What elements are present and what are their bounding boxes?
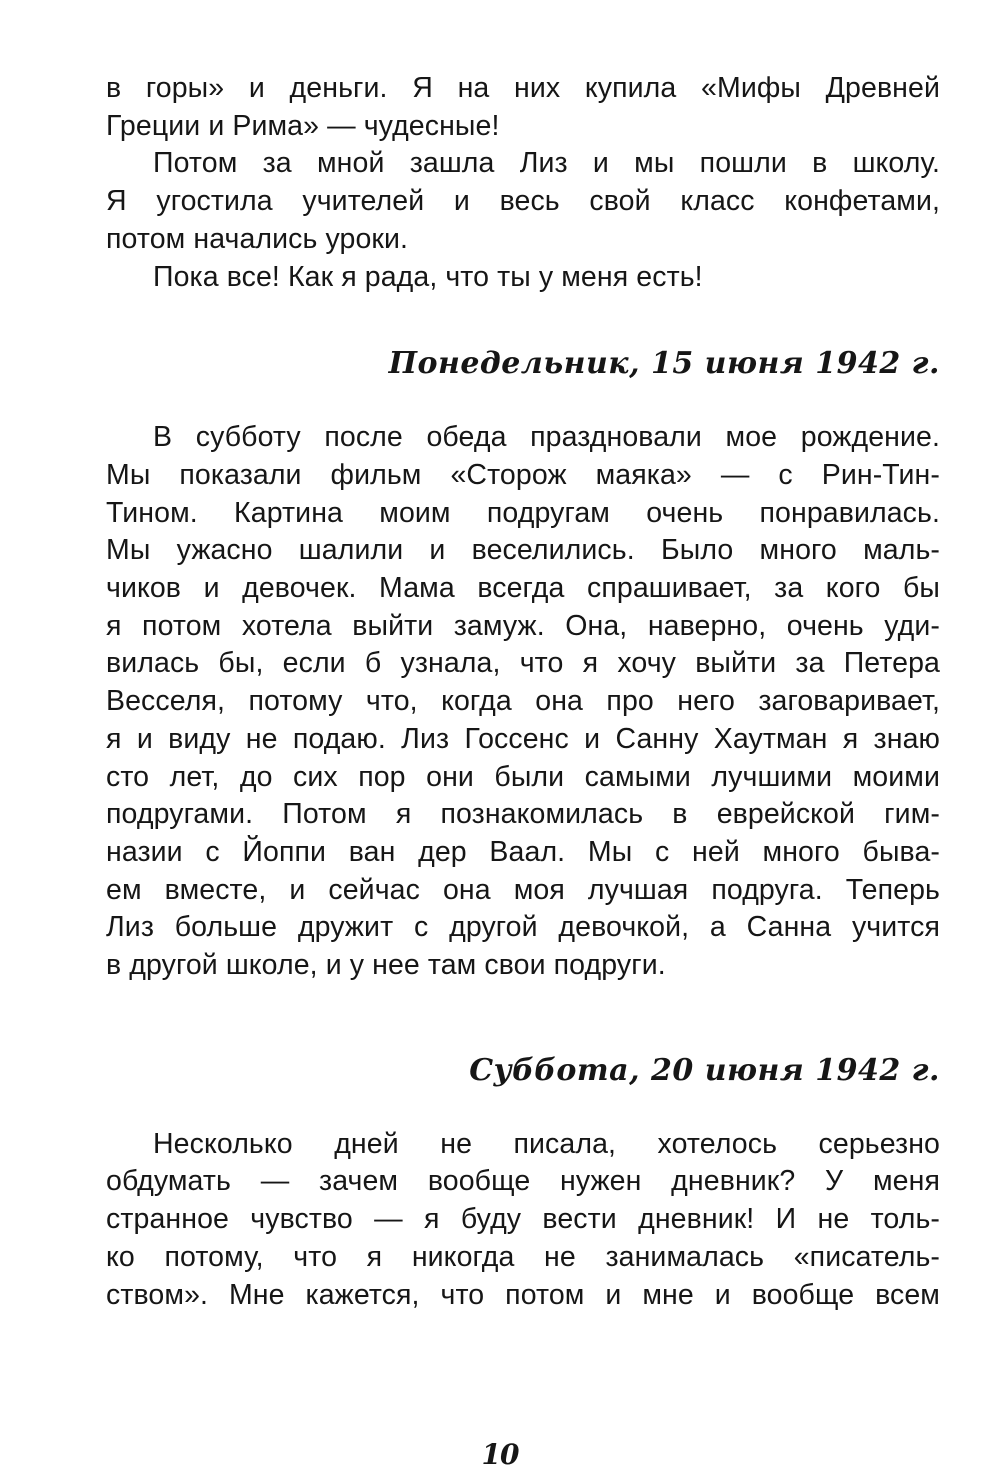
text-line: я и виду не подаю. Лиз Госсенс и Санну Хаутман я знаю [106,722,940,755]
entry-date-heading: Понедельник, 15 июня 1942 г. [388,346,940,382]
entry-2-body [106,1126,940,1315]
intro-paragraphs [106,70,940,296]
text-line: Мы ужасно шалили и веселились. Было много маль- [106,534,940,567]
text-line: ко потому, что я никогда не занималась «писатель- [106,1240,940,1273]
text-line: Пока все! Как я рада, что ты у меня есть! [153,260,703,293]
text-line: странное чувство — я буду вести дневник! И не толь- [106,1203,940,1236]
text-line: назии с Йоппи ван дер Ваал. Мы с ней много быва- [106,835,940,868]
text-line: Весселя, потому что, когда она про него заговаривает, [106,685,940,718]
text-line: В субботу после обеда праздновали мое рождение. [153,421,940,454]
text-line: потом начались уроки. [106,222,409,255]
text-line: чиков и девочек. Мама всегда спрашивает, за кого бы [106,572,940,605]
text-line: Тином. Картина моим подругам очень понравилась. [106,496,940,529]
text-line: в другой школе, и у нее там свои подруги. [106,949,666,982]
text-line: Потом за мной зашла Лиз и мы пошли в школу. [153,147,940,180]
text-line: ством». Мне кажется, что потом и мне и вообще всем [106,1278,940,1311]
text-line: Несколько дней не писала, хотелось серьезно [153,1127,940,1160]
text-line: в горы» и деньги. Я на них купила «Мифы Древней [106,72,940,104]
page-number: 10 [481,1438,519,1471]
text-line: обдумать — зачем вообще нужен дневник? У меня [106,1165,940,1198]
text-line: ем вместе, и сейчас она моя лучшая подруга. Теперь [106,873,940,906]
text-line: Я угостила учителей и весь свой класс конфетами, [106,185,940,218]
text-line: подругами. Потом я познакомилась в еврейской гим- [106,798,940,831]
text-line: вилась бы, если б узнала, что я хочу выйти за Петера [106,647,940,680]
book-page [106,70,940,1314]
entry-1-body [106,419,940,985]
text-line: сто лет, до сих пор они были самыми лучшими моими [106,760,940,793]
text-line: Лиз больше дружит с другой девочкой, а Санна учится [106,911,940,944]
entry-date-heading: Суббота, 20 июня 1942 г. [469,1052,940,1088]
text-line: я потом хотела выйти замуж. Она, наверно, очень уди- [106,609,940,642]
text-line: Греции и Рима» — чудесные! [106,109,500,142]
text-line: Мы показали фильм «Сторож маяка» — с Рин-Тин- [106,458,940,491]
